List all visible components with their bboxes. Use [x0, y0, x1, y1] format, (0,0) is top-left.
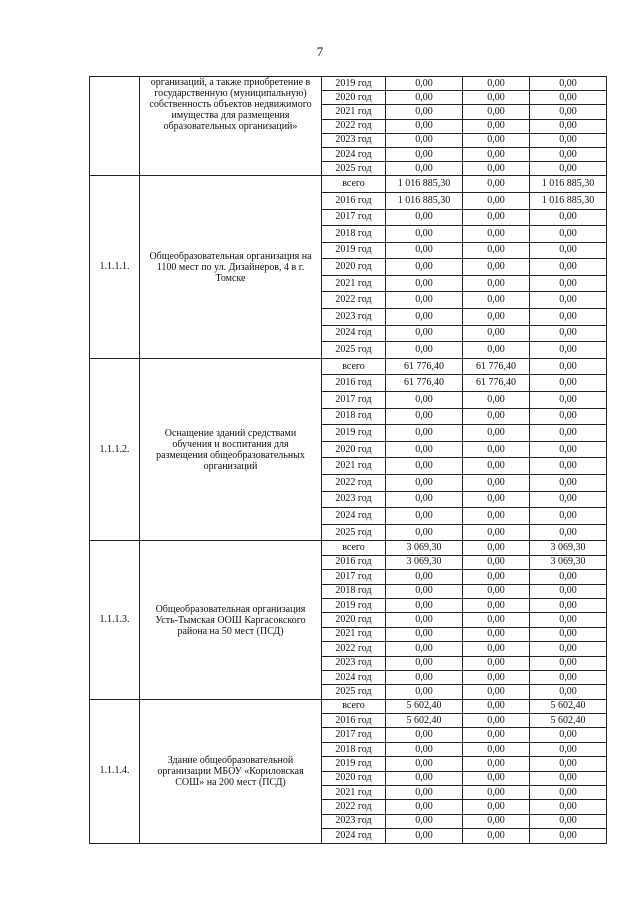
total-value-cell: 0,00 — [386, 728, 463, 742]
period-cell: 2023 год — [322, 133, 386, 147]
period-cell: 2024 год — [322, 325, 386, 342]
period-cell: 2018 год — [322, 226, 386, 243]
regional-value-cell: 0,00 — [530, 771, 607, 785]
regional-value-cell: 0,00 — [530, 570, 607, 584]
item-name: организаций, а также приобретение в государственную (муниципальную) собственность объектов недвижимого имущества для размещения образовательных организаций» — [140, 77, 322, 176]
table-row — [90, 699, 607, 713]
item-number: 1.1.1.4. — [90, 699, 140, 843]
regional-value-cell: 0,00 — [530, 598, 607, 612]
federal-value-cell: 61 776,40 — [463, 375, 530, 392]
item-name: Общеобразовательная организация на 1100 мест по ул. Дизайнеров, 4 в г. Томске — [140, 176, 322, 359]
period-cell: 2024 год — [322, 508, 386, 525]
period-cell: 2021 год — [322, 627, 386, 641]
period-cell: 2016 год — [322, 714, 386, 728]
regional-value-cell: 0,00 — [530, 742, 607, 756]
period-cell: 2020 год — [322, 441, 386, 458]
federal-value-cell: 0,00 — [463, 91, 530, 105]
federal-value-cell: 0,00 — [463, 541, 530, 555]
regional-value-cell: 0,00 — [530, 358, 607, 375]
period-cell: 2022 год — [322, 475, 386, 492]
total-value-cell: 0,00 — [386, 77, 463, 91]
total-value-cell: 61 776,40 — [386, 358, 463, 375]
total-value-cell: 0,00 — [386, 119, 463, 133]
period-cell: 2020 год — [322, 91, 386, 105]
period-cell: 2025 год — [322, 685, 386, 699]
budget-table-body — [90, 77, 607, 844]
regional-value-cell: 0,00 — [530, 786, 607, 800]
regional-value-cell: 0,00 — [530, 119, 607, 133]
federal-value-cell: 0,00 — [463, 147, 530, 161]
period-cell: 2020 год — [322, 771, 386, 785]
regional-value-cell: 0,00 — [530, 757, 607, 771]
federal-value-cell: 0,00 — [463, 728, 530, 742]
period-cell: 2018 год — [322, 742, 386, 756]
regional-value-cell: 0,00 — [530, 458, 607, 475]
table-row — [90, 358, 607, 375]
total-value-cell: 0,00 — [386, 584, 463, 598]
regional-value-cell: 0,00 — [530, 642, 607, 656]
federal-value-cell: 0,00 — [463, 627, 530, 641]
item-name: Общеобразовательная организация Усть-Тымская ООШ Каргасокского района на 50 мест (ПСД) — [140, 541, 322, 699]
period-cell: 2022 год — [322, 292, 386, 309]
total-value-cell: 5 602,40 — [386, 714, 463, 728]
federal-value-cell: 0,00 — [463, 392, 530, 409]
total-value-cell: 0,00 — [386, 392, 463, 409]
federal-value-cell: 0,00 — [463, 584, 530, 598]
federal-value-cell: 0,00 — [463, 242, 530, 259]
federal-value-cell: 0,00 — [463, 475, 530, 492]
total-value-cell: 0,00 — [386, 441, 463, 458]
period-cell: всего — [322, 176, 386, 193]
federal-value-cell: 0,00 — [463, 508, 530, 525]
period-cell: 2019 год — [322, 77, 386, 91]
regional-value-cell: 0,00 — [530, 441, 607, 458]
regional-value-cell: 0,00 — [530, 259, 607, 276]
total-value-cell: 0,00 — [386, 309, 463, 326]
federal-value-cell: 0,00 — [463, 656, 530, 670]
period-cell: 2022 год — [322, 642, 386, 656]
total-value-cell: 0,00 — [386, 425, 463, 442]
period-cell: 2024 год — [322, 670, 386, 684]
total-value-cell: 0,00 — [386, 91, 463, 105]
regional-value-cell: 0,00 — [530, 242, 607, 259]
regional-value-cell: 0,00 — [530, 814, 607, 828]
period-cell: 2017 год — [322, 209, 386, 226]
period-cell: 2019 год — [322, 425, 386, 442]
table-row — [90, 77, 607, 91]
federal-value-cell: 0,00 — [463, 408, 530, 425]
regional-value-cell: 0,00 — [530, 491, 607, 508]
total-value-cell: 0,00 — [386, 570, 463, 584]
federal-value-cell: 0,00 — [463, 105, 530, 119]
federal-value-cell: 0,00 — [463, 670, 530, 684]
period-cell: 2023 год — [322, 656, 386, 670]
total-value-cell: 3 069,30 — [386, 555, 463, 569]
federal-value-cell: 0,00 — [463, 829, 530, 843]
period-cell: 2025 год — [322, 524, 386, 541]
regional-value-cell: 0,00 — [530, 275, 607, 292]
federal-value-cell: 0,00 — [463, 342, 530, 359]
federal-value-cell: 0,00 — [463, 685, 530, 699]
total-value-cell: 0,00 — [386, 162, 463, 176]
total-value-cell: 0,00 — [386, 325, 463, 342]
federal-value-cell: 0,00 — [463, 491, 530, 508]
regional-value-cell: 0,00 — [530, 133, 607, 147]
period-cell: 2020 год — [322, 259, 386, 276]
total-value-cell: 0,00 — [386, 656, 463, 670]
period-cell: 2021 год — [322, 275, 386, 292]
total-value-cell: 0,00 — [386, 642, 463, 656]
budget-table — [89, 76, 607, 844]
table-row — [90, 541, 607, 555]
total-value-cell: 0,00 — [386, 133, 463, 147]
federal-value-cell: 0,00 — [463, 757, 530, 771]
regional-value-cell: 0,00 — [530, 829, 607, 843]
federal-value-cell: 0,00 — [463, 192, 530, 209]
federal-value-cell: 0,00 — [463, 425, 530, 442]
item-name: Здание общеобразовательной организации МБОУ «Кориловская СОШ» на 200 мест (ПСД) — [140, 699, 322, 843]
period-cell: 2019 год — [322, 242, 386, 259]
federal-value-cell: 0,00 — [463, 275, 530, 292]
period-cell: 2021 год — [322, 786, 386, 800]
federal-value-cell: 0,00 — [463, 598, 530, 612]
table-row — [90, 176, 607, 193]
federal-value-cell: 0,00 — [463, 555, 530, 569]
federal-value-cell: 0,00 — [463, 325, 530, 342]
regional-value-cell: 0,00 — [530, 475, 607, 492]
total-value-cell: 1 016 885,30 — [386, 176, 463, 193]
federal-value-cell: 0,00 — [463, 458, 530, 475]
regional-value-cell: 0,00 — [530, 627, 607, 641]
federal-value-cell: 0,00 — [463, 209, 530, 226]
period-cell: 2019 год — [322, 598, 386, 612]
total-value-cell: 0,00 — [386, 209, 463, 226]
total-value-cell: 61 776,40 — [386, 375, 463, 392]
period-cell: 2024 год — [322, 829, 386, 843]
item-number: 1.1.1.1. — [90, 176, 140, 359]
item-number: 1.1.1.3. — [90, 541, 140, 699]
federal-value-cell: 61 776,40 — [463, 358, 530, 375]
regional-value-cell: 1 016 885,30 — [530, 176, 607, 193]
federal-value-cell: 0,00 — [463, 292, 530, 309]
regional-value-cell: 0,00 — [530, 162, 607, 176]
period-cell: всего — [322, 541, 386, 555]
period-cell: 2018 год — [322, 584, 386, 598]
total-value-cell: 0,00 — [386, 829, 463, 843]
total-value-cell: 0,00 — [386, 742, 463, 756]
total-value-cell: 0,00 — [386, 458, 463, 475]
total-value-cell: 0,00 — [386, 408, 463, 425]
period-cell: 2022 год — [322, 800, 386, 814]
federal-value-cell: 0,00 — [463, 133, 530, 147]
total-value-cell: 0,00 — [386, 259, 463, 276]
federal-value-cell: 0,00 — [463, 309, 530, 326]
total-value-cell: 3 069,30 — [386, 541, 463, 555]
federal-value-cell: 0,00 — [463, 524, 530, 541]
period-cell: 2019 год — [322, 757, 386, 771]
period-cell: 2017 год — [322, 728, 386, 742]
period-cell: 2022 год — [322, 119, 386, 133]
regional-value-cell: 0,00 — [530, 309, 607, 326]
period-cell: 2016 год — [322, 555, 386, 569]
period-cell: 2025 год — [322, 342, 386, 359]
period-cell: 2018 год — [322, 408, 386, 425]
period-cell: 2023 год — [322, 309, 386, 326]
regional-value-cell: 0,00 — [530, 408, 607, 425]
regional-value-cell: 0,00 — [530, 147, 607, 161]
regional-value-cell: 0,00 — [530, 342, 607, 359]
regional-value-cell: 0,00 — [530, 800, 607, 814]
regional-value-cell: 0,00 — [530, 375, 607, 392]
federal-value-cell: 0,00 — [463, 77, 530, 91]
total-value-cell: 0,00 — [386, 342, 463, 359]
total-value-cell: 0,00 — [386, 800, 463, 814]
federal-value-cell: 0,00 — [463, 441, 530, 458]
regional-value-cell: 0,00 — [530, 425, 607, 442]
regional-value-cell: 5 602,40 — [530, 699, 607, 713]
federal-value-cell: 0,00 — [463, 570, 530, 584]
item-name: Оснащение зданий средствами обучения и воспитания для размещения общеобразовательных организаций — [140, 358, 322, 541]
federal-value-cell: 0,00 — [463, 162, 530, 176]
federal-value-cell: 0,00 — [463, 771, 530, 785]
item-number: 1.1.1.2. — [90, 358, 140, 541]
period-cell: всего — [322, 699, 386, 713]
federal-value-cell: 0,00 — [463, 800, 530, 814]
total-value-cell: 0,00 — [386, 814, 463, 828]
regional-value-cell: 0,00 — [530, 325, 607, 342]
regional-value-cell: 3 069,30 — [530, 541, 607, 555]
period-cell: 2016 год — [322, 375, 386, 392]
regional-value-cell: 0,00 — [530, 524, 607, 541]
federal-value-cell: 0,00 — [463, 742, 530, 756]
regional-value-cell: 0,00 — [530, 392, 607, 409]
regional-value-cell: 0,00 — [530, 613, 607, 627]
regional-value-cell: 0,00 — [530, 670, 607, 684]
total-value-cell: 0,00 — [386, 292, 463, 309]
regional-value-cell: 0,00 — [530, 226, 607, 243]
total-value-cell: 0,00 — [386, 685, 463, 699]
regional-value-cell: 0,00 — [530, 91, 607, 105]
period-cell: 2016 год — [322, 192, 386, 209]
period-cell: всего — [322, 358, 386, 375]
total-value-cell: 0,00 — [386, 242, 463, 259]
total-value-cell: 0,00 — [386, 491, 463, 508]
regional-value-cell: 0,00 — [530, 105, 607, 119]
total-value-cell: 0,00 — [386, 508, 463, 525]
federal-value-cell: 0,00 — [463, 259, 530, 276]
total-value-cell: 0,00 — [386, 226, 463, 243]
item-number — [90, 77, 140, 176]
regional-value-cell: 0,00 — [530, 77, 607, 91]
period-cell: 2023 год — [322, 491, 386, 508]
total-value-cell: 0,00 — [386, 627, 463, 641]
total-value-cell: 0,00 — [386, 147, 463, 161]
regional-value-cell: 0,00 — [530, 292, 607, 309]
total-value-cell: 5 602,40 — [386, 699, 463, 713]
total-value-cell: 0,00 — [386, 598, 463, 612]
total-value-cell: 0,00 — [386, 275, 463, 292]
federal-value-cell: 0,00 — [463, 226, 530, 243]
page-number: 7 — [316, 44, 324, 59]
federal-value-cell: 0,00 — [463, 786, 530, 800]
period-cell: 2021 год — [322, 458, 386, 475]
period-cell: 2017 год — [322, 392, 386, 409]
regional-value-cell: 0,00 — [530, 209, 607, 226]
regional-value-cell: 1 016 885,30 — [530, 192, 607, 209]
total-value-cell: 0,00 — [386, 771, 463, 785]
federal-value-cell: 0,00 — [463, 642, 530, 656]
federal-value-cell: 0,00 — [463, 814, 530, 828]
total-value-cell: 0,00 — [386, 613, 463, 627]
regional-value-cell: 5 602,40 — [530, 714, 607, 728]
federal-value-cell: 0,00 — [463, 613, 530, 627]
period-cell: 2020 год — [322, 613, 386, 627]
regional-value-cell: 0,00 — [530, 685, 607, 699]
regional-value-cell: 0,00 — [530, 728, 607, 742]
period-cell: 2017 год — [322, 570, 386, 584]
regional-value-cell: 3 069,30 — [530, 555, 607, 569]
regional-value-cell: 0,00 — [530, 508, 607, 525]
period-cell: 2023 год — [322, 814, 386, 828]
period-cell: 2021 год — [322, 105, 386, 119]
federal-value-cell: 0,00 — [463, 176, 530, 193]
total-value-cell: 0,00 — [386, 524, 463, 541]
total-value-cell: 0,00 — [386, 757, 463, 771]
federal-value-cell: 0,00 — [463, 699, 530, 713]
regional-value-cell: 0,00 — [530, 656, 607, 670]
federal-value-cell: 0,00 — [463, 714, 530, 728]
period-cell: 2024 год — [322, 147, 386, 161]
total-value-cell: 0,00 — [386, 786, 463, 800]
total-value-cell: 0,00 — [386, 475, 463, 492]
total-value-cell: 0,00 — [386, 670, 463, 684]
total-value-cell: 1 016 885,30 — [386, 192, 463, 209]
federal-value-cell: 0,00 — [463, 119, 530, 133]
total-value-cell: 0,00 — [386, 105, 463, 119]
period-cell: 2025 год — [322, 162, 386, 176]
regional-value-cell: 0,00 — [530, 584, 607, 598]
